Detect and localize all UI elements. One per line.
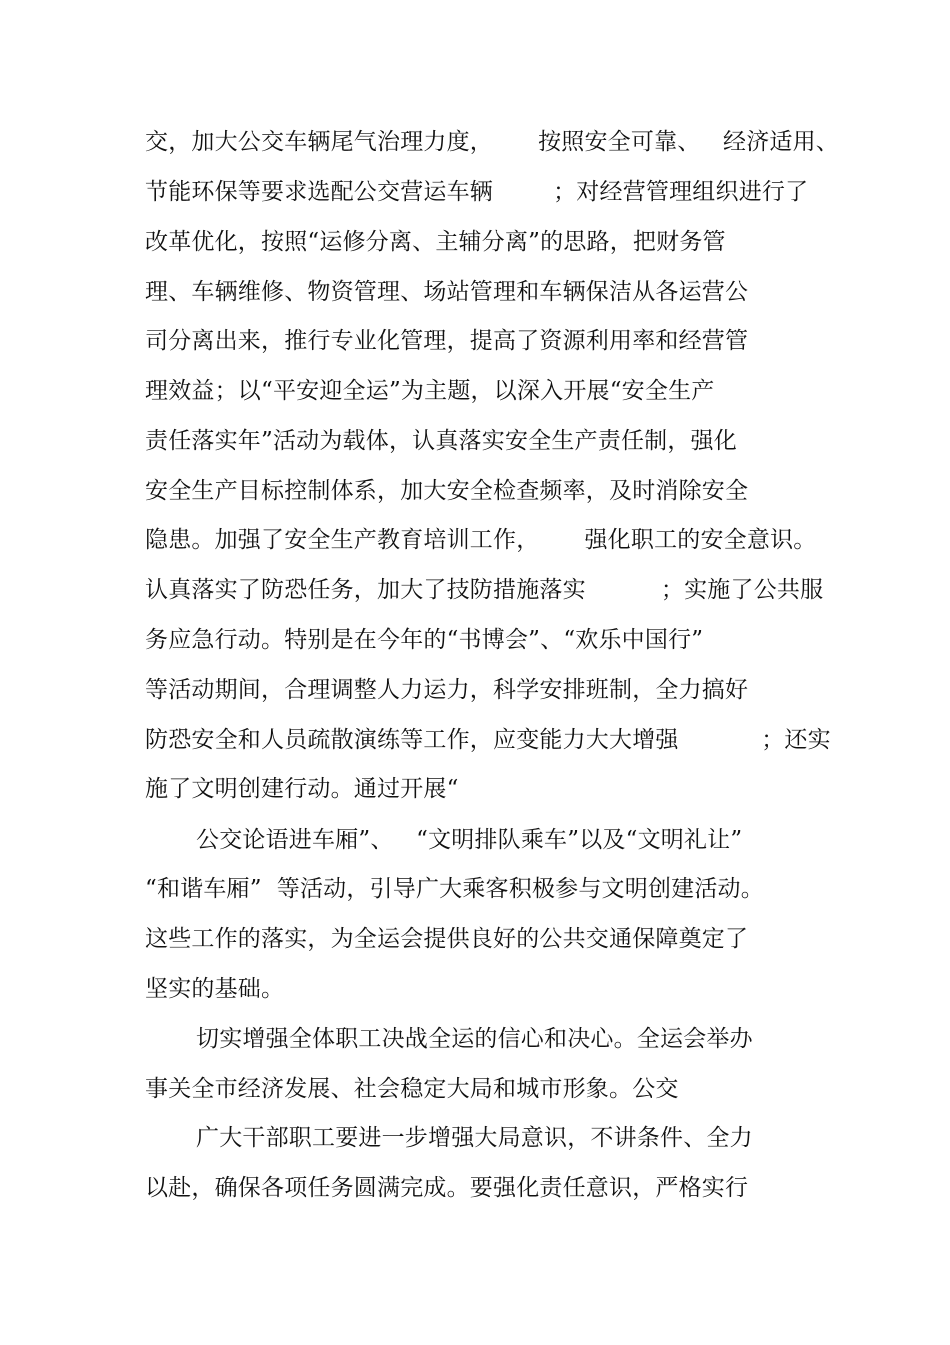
text-line: 认真落实了防恐任务，加大了技防措施落实 ；实施了公共服 — [145, 577, 824, 603]
text-line: 改革优化，按照“运修分离、主辅分离”的思路，把财务管 — [145, 229, 726, 255]
text-line: 等活动期间，合理调整人力运力，科学安排班制，全力搞好 — [145, 677, 749, 703]
paragraph-line-indented: 公交论语进车厢”、 “文明排队乘车”以及“文明礼让” — [196, 827, 743, 853]
text-line: 务应急行动。特别是在今年的“书博会”、“欢乐中国行” — [145, 627, 704, 653]
text-line: 理、车辆维修、物资管理、场站管理和车辆保洁从各运营公 — [145, 279, 749, 305]
paragraph-line-indented: 切实增强全体职工决战全运的信心和决心。全运会举办 — [196, 1026, 753, 1052]
text-line: 理效益；以“平安迎全运”为主题，以深入开展“安全生产 — [145, 378, 715, 404]
text-line: 节能环保等要求选配公交营运车辆 ；对经营管理组织进行了 — [145, 179, 809, 205]
text-line: 防恐安全和人员疏散演练等工作，应变能力大大增强 ；还实 — [145, 727, 831, 753]
text-line: 责任落实年”活动为载体，认真落实安全生产责任制，强化 — [145, 428, 737, 454]
text-line: 施了文明创建行动。通过开展“ — [145, 776, 459, 802]
text-line: 交，加大公交车辆尾气治理力度， 按照安全可靠、 经济适用、 — [145, 129, 839, 155]
paragraph-line-indented: 广大干部职工要进一步增强大局意识，不讲条件、全力 — [196, 1125, 753, 1151]
text-line: 这些工作的落实，为全运会提供良好的公共交通保障奠定了 — [145, 926, 749, 952]
text-line: 司分离出来，推行专业化管理，提高了资源利用率和经营管 — [145, 328, 749, 354]
text-line: 事关全市经济发展、社会稳定大局和城市形象。公交 — [145, 1076, 679, 1102]
text-line: 安全生产目标控制体系，加大安全检查频率，及时消除安全 — [145, 478, 749, 504]
text-line: 坚实的基础。 — [145, 976, 285, 1002]
text-line: 隐患。加强了安全生产教育培训工作， 强化职工的安全意识。 — [145, 527, 817, 553]
text-line: “和谐车厢” 等活动，引导广大乘客积极参与文明创建活动。 — [145, 876, 764, 902]
text-line: 以赴，确保各项任务圆满完成。要强化责任意识，严格实行 — [145, 1175, 749, 1201]
